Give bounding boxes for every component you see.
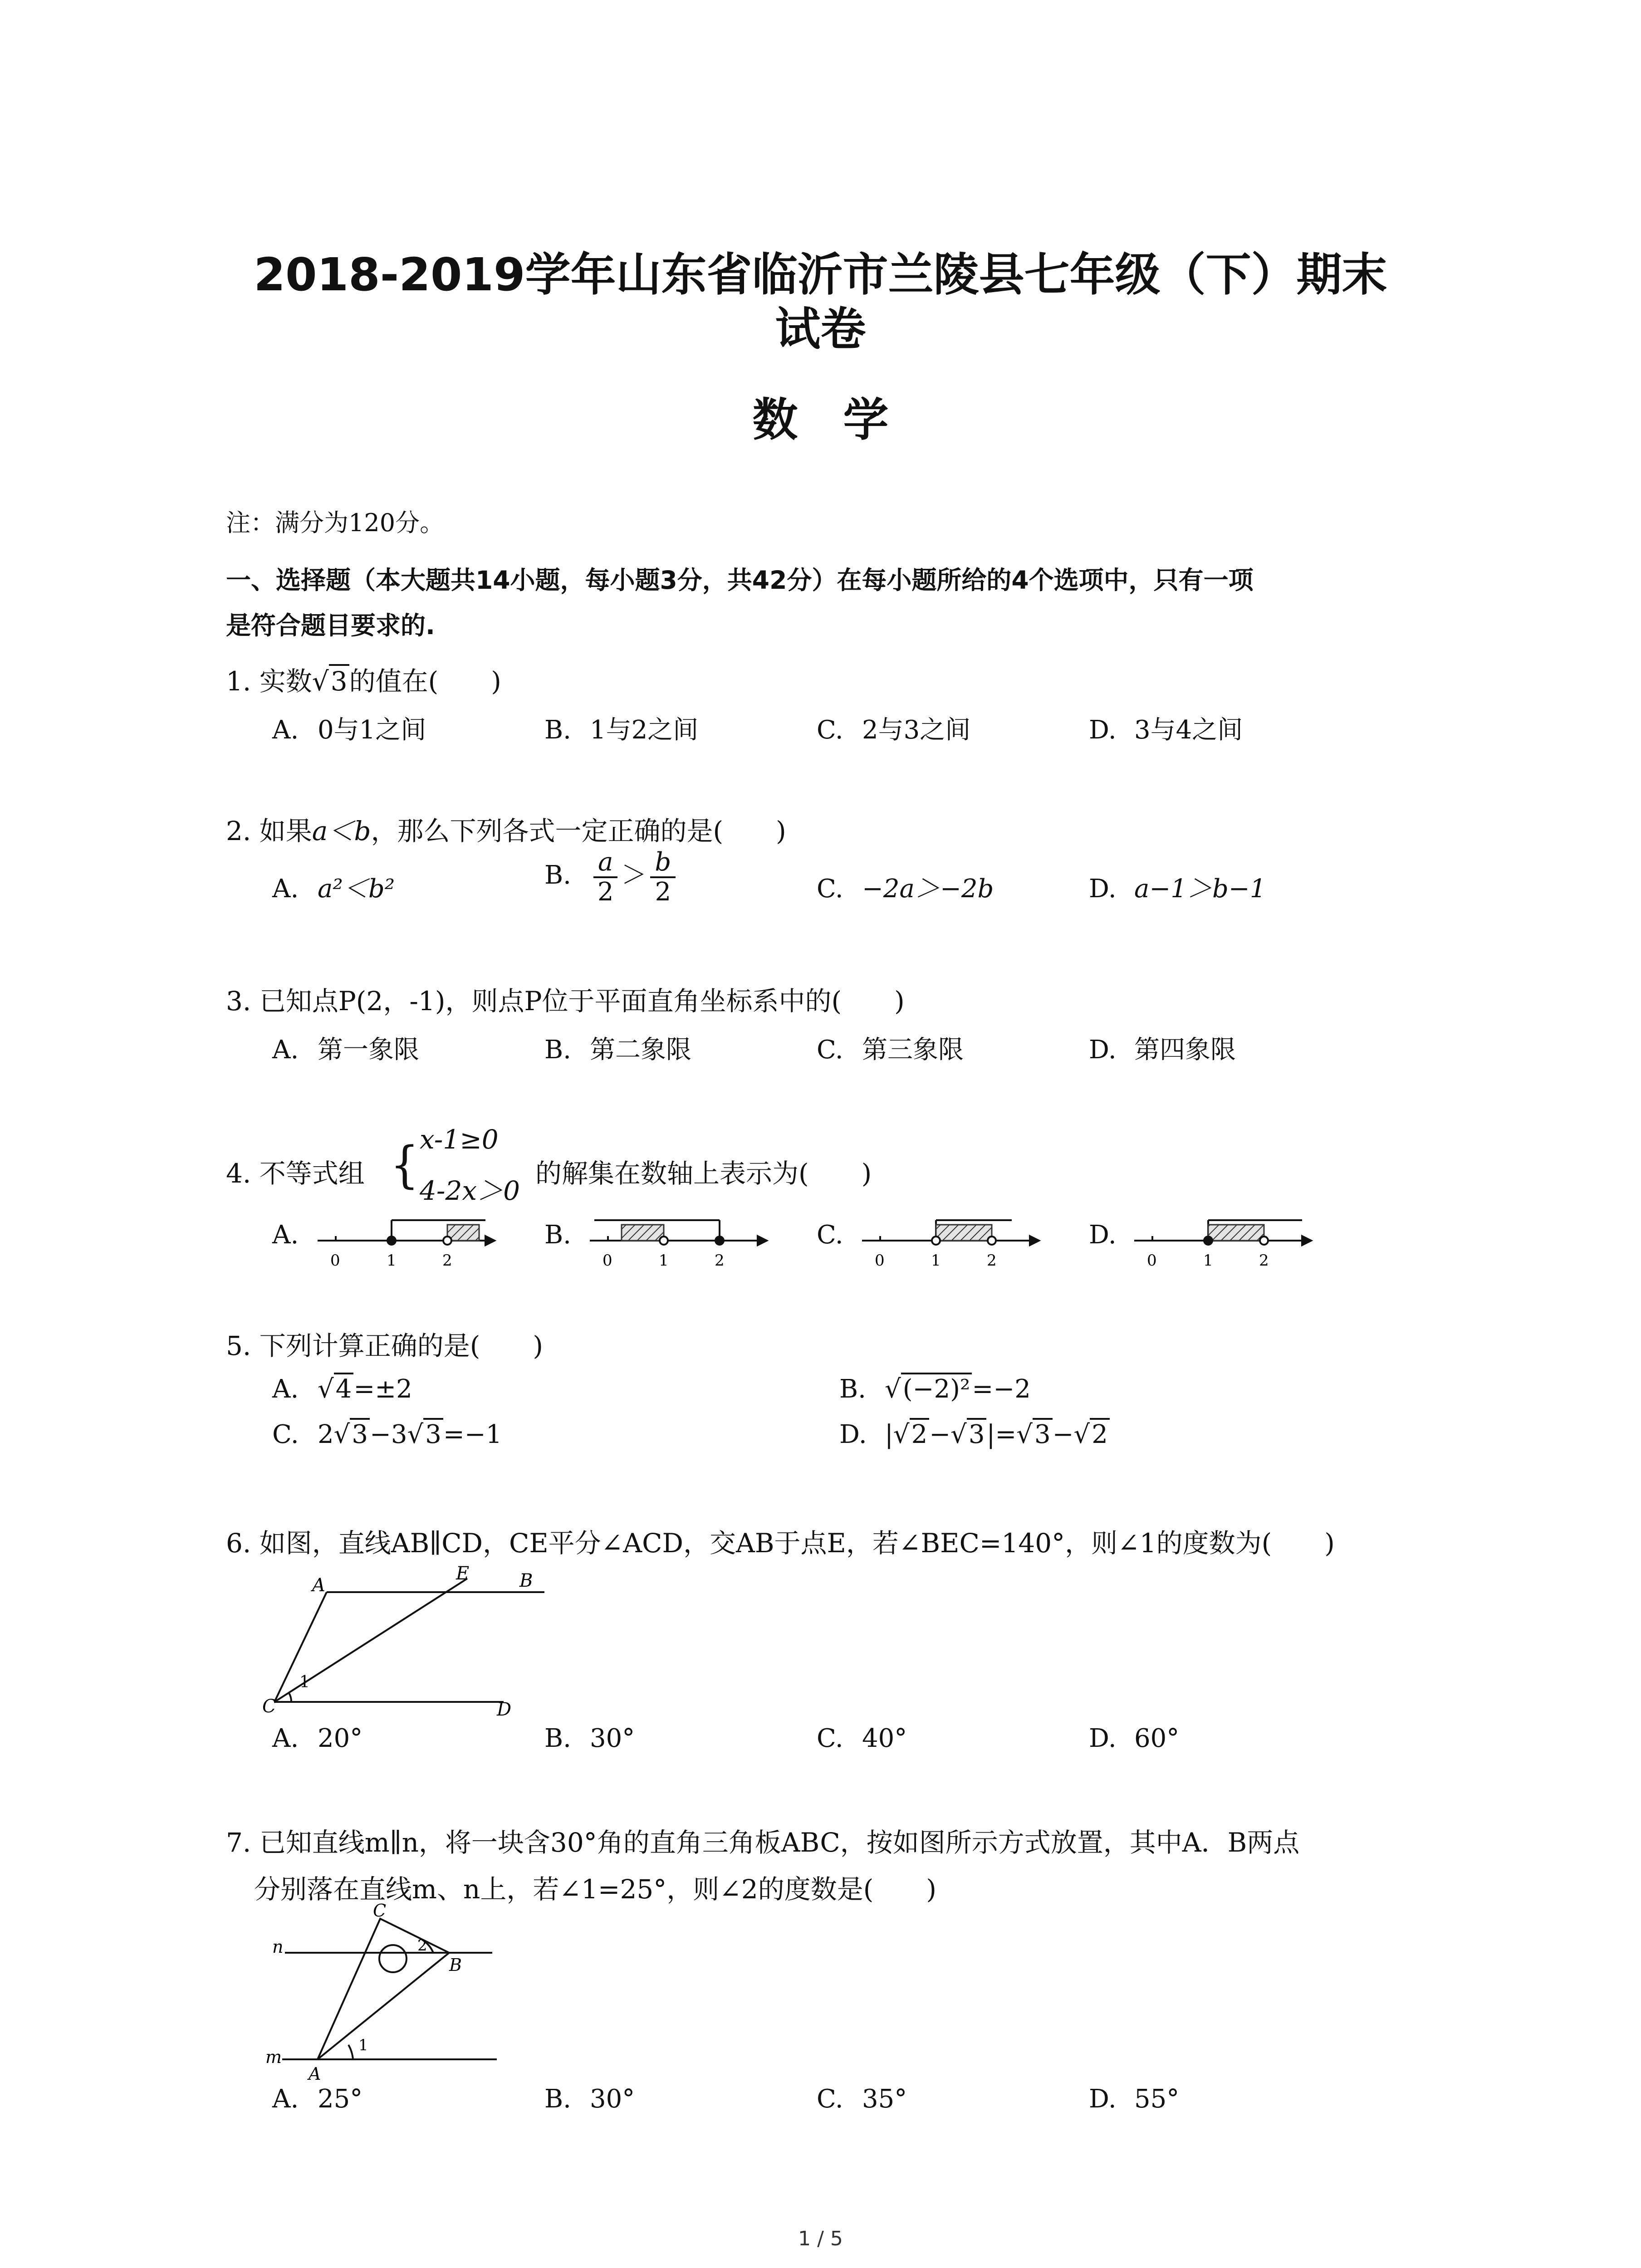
question-1-stem: 1. 实数√3的值在( ) [226,660,501,698]
question-7-stem-line1: 7. 已知直线m∥n，将一块含30°角的直角三角板ABC，按如图所示方式放置，其中A．B两点 [226,1827,1300,1858]
section-heading-line1: 一、选择题（本大题共14小题，每小题3分，共42分）在每小题所给的4个选项中，只有一项 [226,566,1254,595]
number-line-a-tick-2: 2 [442,1251,452,1270]
number-line-d [1134,1220,1311,1245]
question-7-option-a[interactable]: A. 25° [272,2084,363,2114]
q6-label-c: C [262,1696,276,1717]
number-line-a-tick-1: 1 [387,1251,397,1270]
exam-title-line1: 2018-2019学年山东省临沂市兰陵县七年级（下）期末 [254,248,1387,301]
q6-figure [274,1579,544,1702]
q6-angle-1: 1 [299,1673,310,1691]
number-line-b-tick-2: 2 [715,1251,725,1270]
q7-label-n: n [272,1937,284,1957]
system-brace: { [390,1135,419,1194]
question-1-option-c[interactable]: C. 2与3之间 [817,715,971,745]
question-4-num-pre: 4. 不等式组 [226,1158,365,1189]
question-5-option-d[interactable]: D. |√2−√3|=√3−√2 [839,1420,1110,1449]
question-2-stem: 2. 如果a＜b，那么下列各式一定正确的是( ) [226,816,786,846]
q7-label-b: B [449,1955,462,1975]
q7-label-m: m [265,2047,282,2067]
number-line-c-tick-0: 0 [875,1251,885,1270]
question-2-option-c[interactable]: C. −2a＞−2b [817,874,994,904]
number-line-b [590,1220,767,1245]
question-6-stem: 6. 如图，直线AB∥CD，CE平分∠ACD，交AB于点E，若∠BEC=140°，则∠1的度数为( ) [226,1528,1335,1559]
question-6-option-c[interactable]: C. 40° [817,1724,907,1753]
question-3-stem: 3. 已知点P(2，-1)，则点P位于平面直角坐标系中的( ) [226,986,905,1017]
question-3-option-b[interactable]: B. 第二象限 [544,1035,691,1065]
fraction-b-over-2: $\frac{b}{2}$ [650,848,676,906]
subject-title: 数 学 [752,393,889,446]
q6-label-e: E [456,1563,470,1584]
question-1-option-d[interactable]: D. 3与4之间 [1089,715,1243,745]
score-note: 注：满分为120分。 [226,508,445,537]
question-4-option-a-label[interactable]: A. [272,1220,299,1250]
question-4-option-c-label[interactable]: C. [817,1220,843,1250]
inequality-1: x-1≥0 [420,1124,499,1155]
q7-figure [282,1919,497,2059]
question-7-option-c[interactable]: C. 35° [817,2084,907,2114]
q6-label-a: A [312,1575,325,1596]
number-line-d-tick-0: 0 [1147,1251,1157,1270]
question-4-option-b-label[interactable]: B. [544,1220,571,1250]
number-line-a [318,1220,495,1245]
question-6-option-a[interactable]: A. 20° [272,1724,363,1753]
question-7-option-b[interactable]: B. 30° [544,2084,635,2114]
question-5-option-b[interactable]: B. √(−2)²=−2 [839,1374,1031,1404]
question-3-option-c[interactable]: C. 第三象限 [817,1035,964,1065]
inequality-2: 4-2x＞0 [420,1175,520,1206]
number-line-c-tick-1: 1 [931,1251,941,1270]
question-6-option-d[interactable]: D. 60° [1089,1724,1180,1753]
number-line-c [862,1220,1039,1245]
section-heading-line2: 是符合题目要求的. [226,611,435,640]
fraction-a-over-2: $\frac{a}{2}$ [593,848,617,906]
number-line-b-tick-0: 0 [603,1251,612,1270]
question-2-option-d[interactable]: D. a−1＞b−1 [1089,874,1266,904]
question-2-option-b[interactable]: B. $\frac{a}{2}$ ＞ $\frac{b}{2}$ [544,848,679,906]
question-5-option-a[interactable]: A. √4=±2 [272,1374,412,1404]
exam-title-line2: 试卷 [775,303,866,356]
number-line-b-tick-1: 1 [659,1251,669,1270]
number-line-d-tick-1: 1 [1203,1251,1213,1270]
question-5-option-c[interactable]: C. 2√3−3√3=−1 [272,1420,502,1449]
q6-label-b: B [519,1570,533,1591]
page-number: 1 / 5 [798,2227,843,2250]
question-3-option-a[interactable]: A. 第一象限 [272,1035,419,1065]
question-1-option-b[interactable]: B. 1与2之间 [544,715,699,745]
question-6-option-b[interactable]: B. 30° [544,1724,635,1753]
question-5-stem: 5. 下列计算正确的是( ) [226,1330,544,1361]
question-4-post: 的解集在数轴上表示为( ) [535,1158,872,1189]
question-7-stem-line2: 分别落在直线m、n上，若∠1=25°，则∠2的度数是( ) [254,1874,937,1905]
q7-label-c: C [373,1901,387,1921]
q6-label-d: D [497,1699,512,1720]
question-4-option-d-label[interactable]: D. [1089,1220,1117,1250]
question-2-option-a[interactable]: A. a²＜b² [272,874,395,904]
number-line-c-tick-2: 2 [987,1251,997,1270]
q7-label-a: A [309,2064,321,2084]
question-1-option-a[interactable]: A. 0与1之间 [272,715,426,745]
question-7-option-d[interactable]: D. 55° [1089,2084,1180,2114]
number-line-a-tick-0: 0 [330,1251,340,1270]
number-line-d-tick-2: 2 [1259,1251,1269,1270]
q7-angle-1: 1 [358,2036,368,2054]
question-3-option-d[interactable]: D. 第四象限 [1089,1035,1236,1065]
q7-angle-2: 2 [417,1936,427,1955]
